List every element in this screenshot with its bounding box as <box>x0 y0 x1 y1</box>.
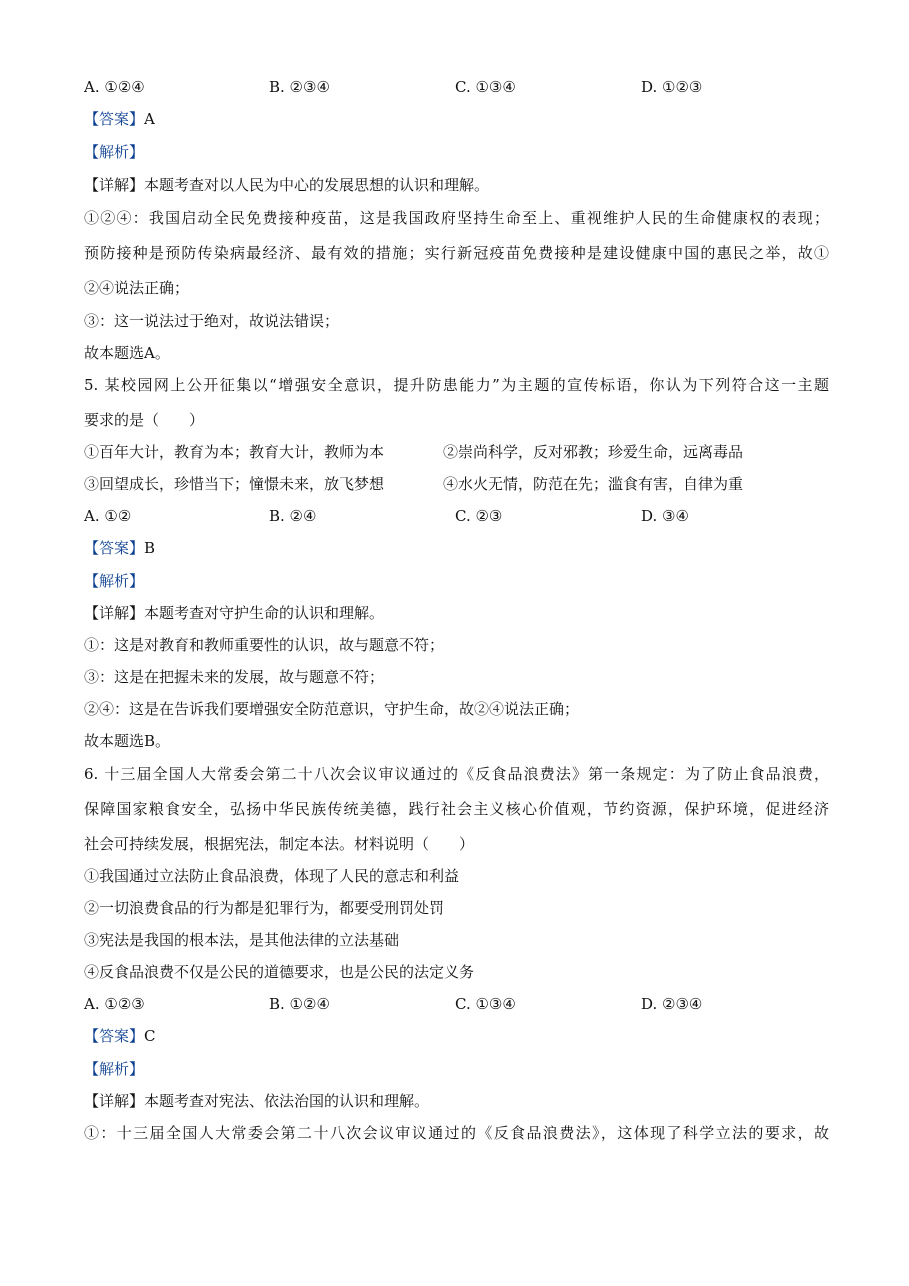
detail-text: 本题考查对守护生命的认识和理解。 <box>144 604 385 622</box>
q6-option-b: B. ①②④ <box>269 995 330 1013</box>
q6-statement-1: ①我国通过立法防止食品浪费，体现了人民的意志和利益 <box>84 867 460 885</box>
q6-option-c: C. ①③④ <box>455 995 516 1013</box>
q6-detail <box>84 1091 829 1111</box>
q4-option-a: A. ①②④ <box>84 78 145 96</box>
q4-explain-2: ③：这一说法过于绝对，故说法错误； <box>84 312 340 330</box>
q5-analysis-tag: 【解析】 <box>84 572 145 590</box>
q6-answer <box>84 1026 829 1046</box>
q5-statement-3: ③回望成长，珍惜当下；憧憬未来，放飞梦想 <box>84 475 385 493</box>
q5-stem-1: 5. 某校园网上公开征集以“增强安全意识，提升防患能力”为主题的宣传标语，你认为下列符合这一主题 <box>84 376 829 394</box>
q4-option-c: C. ①③④ <box>455 78 516 96</box>
q5-option-b: B. ②④ <box>269 507 317 525</box>
q6-statement-2: ②一切浪费食品的行为都是犯罪行为，都要受刑罚处罚 <box>84 899 445 917</box>
q6-option-d: D. ②③④ <box>641 995 703 1013</box>
q6-statement-3: ③宪法是我国的根本法，是其他法律的立法基础 <box>84 931 400 949</box>
detail-tag: 【详解】 <box>84 176 145 194</box>
detail-tag: 【详解】 <box>84 604 145 622</box>
detail-tag: 【详解】 <box>84 1092 145 1110</box>
q5-detail <box>84 603 829 623</box>
q6-explain-1: ①：十三届全国人大常委会第二十八次会议审议通过的《反食品浪费法》，这体现了科学立法的要求，故 <box>84 1124 829 1142</box>
q6-statement-4: ④反食品浪费不仅是公民的道德要求，也是公民的法定义务 <box>84 963 475 981</box>
answer-tag: 【答案】 <box>84 1027 145 1045</box>
answer-tag: 【答案】 <box>84 110 145 128</box>
q6-stem-2: 保障国家粮食安全，弘扬中华民族传统美德，践行社会主义核心价值观，节约资源，保护环境，促进经济 <box>84 800 829 818</box>
answer-value: A <box>144 110 155 128</box>
q6-stem-3: 社会可持续发展，根据宪法，制定本法。材料说明（ ） <box>84 835 475 853</box>
q4-option-d: D. ①②③ <box>641 78 703 96</box>
q4-explain-1c: ②④说法正确； <box>84 279 190 297</box>
q5-explain-1: ①：这是对教育和教师重要性的认识，故与题意不符； <box>84 636 445 654</box>
q6-stem-1: 6. 十三届全国人大常委会第二十八次会议审议通过的《反食品浪费法》第一条规定：为了防止食品浪费， <box>84 765 829 783</box>
q5-option-d: D. ③④ <box>641 507 689 525</box>
q4-explain-1a: ①②④：我国启动全民免费接种疫苗，这是我国政府坚持生命至上、重视维护人民的生命健康权的表现； <box>84 209 829 227</box>
q4-explain-1b: 预防接种是预防传染病最经济、最有效的措施；实行新冠疫苗免费接种是建设健康中国的惠民之举，故① <box>84 244 829 262</box>
q4-conclusion: 故本题选A。 <box>84 344 170 362</box>
q4-detail <box>84 175 829 195</box>
q5-statement-2: ②崇尚科学，反对邪教；珍爱生命，远离毒品 <box>443 443 744 461</box>
q5-statement-4: ④水火无情，防范在先；滥食有害，自律为重 <box>443 475 744 493</box>
q6-analysis-tag: 【解析】 <box>84 1060 145 1078</box>
q5-statement-1: ①百年大计，教育为本；教育大计，教师为本 <box>84 443 385 461</box>
answer-value: B <box>144 539 156 557</box>
answer-tag: 【答案】 <box>84 539 145 557</box>
q4-option-b: B. ②③④ <box>269 78 330 96</box>
q5-answer <box>84 538 829 558</box>
q5-conclusion: 故本题选B。 <box>84 732 171 750</box>
detail-text: 本题考查对宪法、依法治国的认识和理解。 <box>144 1092 430 1110</box>
answer-value: C <box>144 1027 156 1045</box>
q5-option-c: C. ②③ <box>455 507 503 525</box>
q4-analysis-tag: 【解析】 <box>84 143 145 161</box>
q6-option-a: A. ①②③ <box>84 995 145 1013</box>
detail-text: 本题考查对以人民为中心的发展思想的认识和理解。 <box>144 176 490 194</box>
q5-explain-2: ③：这是在把握未来的发展，故与题意不符； <box>84 668 385 686</box>
q4-answer <box>84 109 829 129</box>
q5-option-a: A. ①② <box>84 507 132 525</box>
q5-explain-3: ②④：这是在告诉我们要增强安全防范意识，守护生命，故②④说法正确； <box>84 700 580 718</box>
q5-stem-2: 要求的是（ ） <box>84 411 205 429</box>
